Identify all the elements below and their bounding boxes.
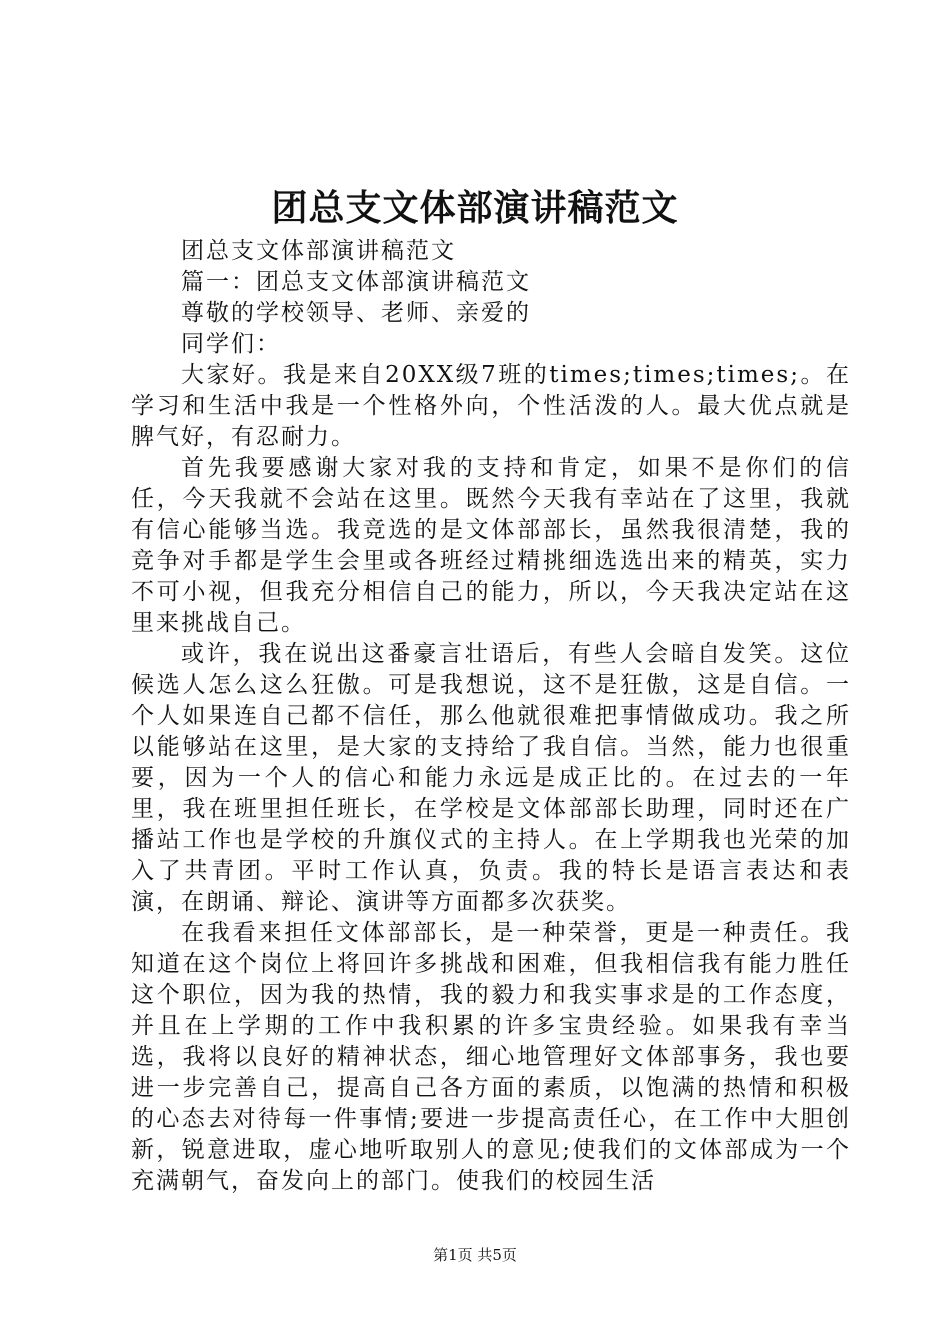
paragraph-article-heading: 篇一：团总支文体部演讲稿范文 [181, 269, 531, 295]
paragraph-responsibility: 在我看来担任文体部部长，是一种荣誉，更是一种责任。我知道在这个岗位上将回许多挑战和困难，但我相信我有能力胜任这个职位，因为我的热情，我的毅力和我实事求是的工作态度，并且在上学期的工作中我积累的许多宝贵经验。如果我有幸当选，我将以良好的精神状态，细心地管理好文体部事务，我也要进一步完善自己，提高自己各方面的素质，以饱满的热情和积极的心态去对待每一件事情;要进一步提高责任心，在工作中大胆创新，锐意进取，虚心地听取别人的意见;使我们的文体部成为一个充满朝气，奋发向上的部门。使我们的校园生活 [131, 920, 851, 1194]
paragraph-salutation: 尊敬的学校领导、老师、亲爱的 [181, 300, 531, 326]
paragraph-thanks: 首先我要感谢大家对我的支持和肯定，如果不是你们的信任，今天我就不会站在这里。既然今天我有幸站在了这里，我就有信心能够当选。我竞选的是文体部部长，虽然我很清楚，我的竞争对手都是学生会里或各班经过精挑细选选出来的精英，实力不可小视，但我充分相信自己的能力，所以，今天我决定站在这里来挑战自己。 [131, 455, 851, 636]
paragraph-subtitle: 团总支文体部演讲稿范文 [181, 238, 456, 264]
page-footer: 第1页 共5页 [433, 1246, 517, 1264]
paragraph-confidence: 或许，我在说出这番豪言壮语后，有些人会暗自发笑。这位候选人怎么这么狂傲。可是我想说，这不是狂傲，这是自信。一个人如果连自己都不信任，那么他就很难把事情做成功。我之所以能够站在这里，是大家的支持给了我自信。当然，能力也很重要，因为一个人的信心和能力永远是成正比的。在过去的一年里，我在班里担任班长，在学校是文体部部长助理，同时还在广播站工作也是学校的升旗仪式的主持人。在上学期我也光荣的加入了共青团。平时工作认真，负责。我的特长是语言表达和表演，在朗诵、辩论、演讲等方面都多次获奖。 [131, 641, 851, 915]
paragraph-intro: 大家好。我是来自20XX级7班的times;times;times;。在学习和生活中我是一个性格外向，个性活泼的人。最大优点就是脾气好，有忍耐力。 [131, 362, 851, 450]
document-title: 团总支文体部演讲稿范文 [271, 187, 679, 229]
paragraph-salutation-cont: 同学们： [181, 331, 281, 357]
document-body [131, 236, 851, 1197]
